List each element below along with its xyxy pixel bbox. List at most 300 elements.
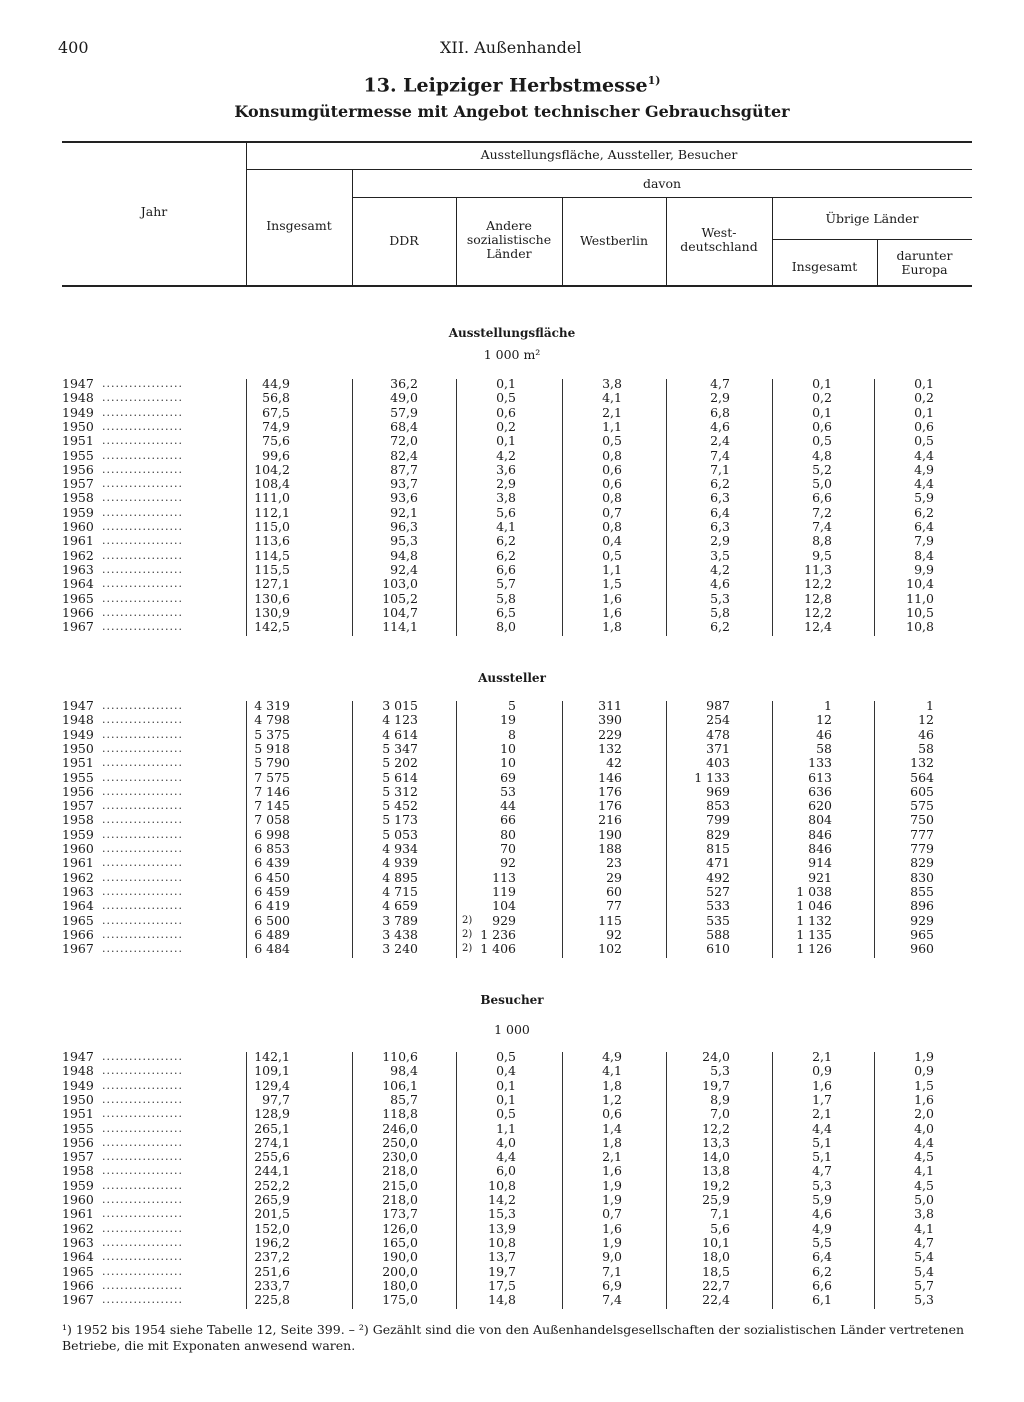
table-cell: 929 bbox=[910, 912, 934, 928]
table-cell: 2,1 bbox=[812, 1049, 832, 1064]
table-cell: 251,6 bbox=[254, 1263, 290, 1279]
table-cell: 5 bbox=[508, 698, 516, 713]
table-cell: 4 939 bbox=[382, 855, 418, 871]
table-row bbox=[62, 520, 972, 534]
table-cell: 7,4 bbox=[812, 519, 832, 534]
table-cell: 6 489 bbox=[254, 926, 290, 942]
col-andere-l1: Andere bbox=[486, 218, 532, 233]
table-row bbox=[62, 491, 972, 505]
section-title: Besucher bbox=[480, 993, 544, 1007]
table-cell: 133 bbox=[808, 755, 832, 771]
table-cell: 80 bbox=[500, 826, 516, 842]
table-cell: 896 bbox=[910, 898, 934, 914]
table-cell: 132 bbox=[598, 740, 622, 756]
row-year: 1948 bbox=[62, 712, 94, 728]
table-cell: 12,2 bbox=[702, 1120, 730, 1136]
table-row bbox=[62, 1179, 972, 1193]
table-cell: 1,8 bbox=[602, 1134, 622, 1150]
table-row bbox=[62, 620, 972, 634]
table-row bbox=[62, 914, 972, 928]
table-cell: 4,7 bbox=[914, 1234, 934, 1250]
table-cell: 5,4 bbox=[914, 1249, 934, 1265]
table-cell: 113 bbox=[492, 869, 516, 885]
table-row bbox=[62, 713, 972, 727]
table-cell: 114,5 bbox=[254, 547, 290, 563]
table-row bbox=[62, 899, 972, 913]
row-year: 1965 bbox=[62, 1263, 94, 1279]
row-year: 1948 bbox=[62, 1063, 94, 1079]
table-cell: 7 058 bbox=[254, 812, 290, 828]
table-cell: 1 bbox=[926, 698, 934, 713]
table-cell: 5,3 bbox=[914, 1292, 934, 1308]
table-cell: 8,9 bbox=[710, 1091, 730, 1107]
table-cell: 237,2 bbox=[254, 1249, 290, 1265]
table-cell: 104,2 bbox=[254, 461, 290, 477]
table-row bbox=[62, 856, 972, 870]
leader-dots: .................. bbox=[102, 477, 183, 491]
table-cell: 471 bbox=[706, 855, 730, 871]
table-cell: 4,2 bbox=[710, 561, 730, 577]
col-jahr: Jahr bbox=[140, 204, 168, 219]
table-cell: 250,0 bbox=[382, 1134, 418, 1150]
table-cell: 4,9 bbox=[914, 461, 934, 477]
table-cell: 855 bbox=[910, 883, 934, 899]
table-cell: 575 bbox=[910, 798, 934, 814]
table-cell: 779 bbox=[910, 841, 934, 856]
table-cell: 274,1 bbox=[254, 1134, 290, 1150]
row-year: 1967 bbox=[62, 941, 94, 957]
row-year: 1963 bbox=[62, 883, 94, 899]
table-cell: 7 146 bbox=[254, 783, 290, 799]
table-cell: 7,1 bbox=[602, 1263, 622, 1279]
table-cell: 173,7 bbox=[382, 1206, 418, 1222]
table-cell: 610 bbox=[706, 941, 730, 957]
table-subtitle: Konsumgütermesse mit Angebot technischer Gebrauchsgüter bbox=[234, 102, 790, 121]
table-cell: 0,6 bbox=[602, 476, 622, 492]
leader-dots: .................. bbox=[102, 1293, 183, 1307]
leader-dots: .................. bbox=[102, 699, 183, 712]
table-cell: 1 133 bbox=[694, 769, 730, 785]
table-cell: 6,4 bbox=[710, 504, 730, 520]
table-cell: 987 bbox=[706, 698, 730, 713]
leader-dots: .................. bbox=[102, 927, 183, 941]
table-cell: 53 bbox=[500, 783, 516, 799]
table-cell: 56,8 bbox=[262, 390, 290, 406]
leader-dots: .................. bbox=[102, 491, 183, 505]
leader-dots: .................. bbox=[102, 1107, 183, 1121]
table-cell: 2,1 bbox=[812, 1106, 832, 1122]
table-cell: 311 bbox=[598, 698, 622, 713]
leader-dots: .................. bbox=[102, 405, 183, 419]
table-cell: 94,8 bbox=[390, 547, 418, 563]
table-cell: 1,1 bbox=[496, 1120, 516, 1136]
table-cell: 176 bbox=[598, 783, 622, 799]
table-cell: 4,1 bbox=[496, 519, 516, 534]
row-year: 1967 bbox=[62, 619, 94, 635]
table-cell: 265,1 bbox=[254, 1120, 290, 1136]
header-rule-davon bbox=[352, 197, 972, 198]
table-cell: 102 bbox=[598, 941, 622, 957]
leader-dots: .................. bbox=[102, 741, 183, 755]
table-cell: 12 bbox=[816, 712, 832, 728]
table-cell: 0,5 bbox=[914, 433, 934, 449]
table-cell: 0,5 bbox=[496, 390, 516, 406]
table-cell: 777 bbox=[910, 826, 934, 842]
table-cell: 1 132 bbox=[796, 912, 832, 928]
table-row bbox=[62, 506, 972, 520]
table-cell: 0,6 bbox=[602, 1106, 622, 1122]
table-cell: 5,2 bbox=[812, 461, 832, 477]
table-cell: 4 614 bbox=[382, 726, 418, 742]
table-cell: 1,9 bbox=[602, 1234, 622, 1250]
table-cell: 4,9 bbox=[812, 1220, 832, 1236]
table-cell: 58 bbox=[816, 740, 832, 756]
table-cell: 6,5 bbox=[496, 604, 516, 620]
col-westberlin: Westberlin bbox=[579, 233, 649, 248]
row-year: 1957 bbox=[62, 798, 94, 814]
table-cell: 93,7 bbox=[390, 476, 418, 492]
row-year: 1955 bbox=[62, 1120, 94, 1136]
table-cell: 215,0 bbox=[382, 1177, 418, 1193]
table-cell: 4,1 bbox=[914, 1220, 934, 1236]
table-row bbox=[62, 549, 972, 563]
table-cell: 70 bbox=[500, 841, 516, 856]
row-year: 1959 bbox=[62, 1177, 94, 1193]
table-cell: 799 bbox=[706, 812, 730, 828]
table-cell: 60 bbox=[606, 883, 622, 899]
col-andere-l2: sozialistische bbox=[466, 232, 552, 247]
table-cell: 0,5 bbox=[602, 547, 622, 563]
table-cell: 1,1 bbox=[602, 418, 622, 434]
table-cell: 44 bbox=[500, 798, 516, 814]
leader-dots: .................. bbox=[102, 505, 183, 519]
table-row bbox=[62, 1265, 972, 1279]
table-cell: 14,2 bbox=[488, 1192, 516, 1207]
table-row bbox=[62, 813, 972, 827]
col-andere bbox=[456, 219, 562, 261]
table-cell: 115 bbox=[598, 912, 622, 928]
table-row bbox=[62, 1079, 972, 1093]
table-cell: 105,2 bbox=[382, 590, 418, 606]
table-cell: 5 452 bbox=[382, 798, 418, 814]
table-cell: 1,6 bbox=[602, 604, 622, 620]
table-cell: 4,4 bbox=[914, 1134, 934, 1150]
table-cell: 6 500 bbox=[254, 912, 290, 928]
table-cell: 176 bbox=[598, 798, 622, 814]
page-number: 400 bbox=[58, 38, 89, 57]
cell-footnote-ref: 2) bbox=[462, 928, 473, 940]
table-cell: 4,6 bbox=[710, 418, 730, 434]
table-cell: 588 bbox=[706, 926, 730, 942]
table-row bbox=[62, 406, 972, 420]
table-cell: 12,4 bbox=[804, 619, 832, 635]
table-row bbox=[62, 563, 972, 577]
leader-dots: .................. bbox=[102, 942, 183, 956]
table-cell: 3,6 bbox=[496, 461, 516, 477]
table-cell: 36,2 bbox=[390, 376, 418, 391]
leader-dots: .................. bbox=[102, 448, 183, 462]
table-cell: 4,0 bbox=[496, 1134, 516, 1150]
table-cell: 58 bbox=[918, 740, 934, 756]
table-row bbox=[62, 1236, 972, 1250]
table-cell: 6,4 bbox=[812, 1249, 832, 1265]
section-block bbox=[62, 1050, 972, 1310]
table-cell: 6,4 bbox=[914, 519, 934, 534]
table-cell: 5 202 bbox=[382, 755, 418, 771]
table-cell: 103,0 bbox=[382, 576, 418, 592]
leader-dots: .................. bbox=[102, 377, 183, 390]
leader-dots: .................. bbox=[102, 799, 183, 813]
leader-dots: .................. bbox=[102, 727, 183, 741]
table-cell: 0,5 bbox=[602, 433, 622, 449]
col-darunter-l1: darunter bbox=[896, 248, 953, 263]
section-block bbox=[62, 699, 972, 959]
table-cell: 0,5 bbox=[496, 1049, 516, 1064]
table-cell: 0,9 bbox=[914, 1063, 934, 1079]
table-cell: 6,2 bbox=[710, 476, 730, 492]
table-cell: 0,6 bbox=[602, 461, 622, 477]
row-year: 1960 bbox=[62, 841, 94, 856]
table-cell: 4,5 bbox=[914, 1177, 934, 1193]
table-row bbox=[62, 799, 972, 813]
table-row bbox=[62, 1279, 972, 1293]
leader-dots: .................. bbox=[102, 1150, 183, 1164]
table-cell: 1,9 bbox=[914, 1049, 934, 1064]
table-cell: 9,0 bbox=[602, 1249, 622, 1265]
table-cell: 2,9 bbox=[496, 476, 516, 492]
leader-dots: .................. bbox=[102, 1264, 183, 1278]
table-cell: 112,1 bbox=[254, 504, 290, 520]
table-cell: 5 347 bbox=[382, 740, 418, 756]
table-cell: 6,6 bbox=[496, 561, 516, 577]
leader-dots: .................. bbox=[102, 1235, 183, 1249]
row-year: 1956 bbox=[62, 1134, 94, 1150]
table-cell: 6,6 bbox=[812, 490, 832, 506]
chapter-heading: XII. Außenhandel bbox=[440, 38, 582, 57]
table-cell: 815 bbox=[706, 841, 730, 856]
leader-dots: .................. bbox=[102, 1121, 183, 1135]
table-cell: 960 bbox=[910, 941, 934, 957]
table-cell: 246,0 bbox=[382, 1120, 418, 1136]
table-cell: 492 bbox=[706, 869, 730, 885]
table-row bbox=[62, 771, 972, 785]
leader-dots: .................. bbox=[102, 462, 183, 476]
table-cell: 115,5 bbox=[254, 561, 290, 577]
table-cell: 0,6 bbox=[812, 418, 832, 434]
leader-dots: .................. bbox=[102, 884, 183, 898]
table-row bbox=[62, 1164, 972, 1178]
table-cell: 126,0 bbox=[382, 1220, 418, 1236]
table-cell: 5 053 bbox=[382, 826, 418, 842]
table-cell: 2,1 bbox=[602, 1149, 622, 1165]
table-cell: 108,4 bbox=[254, 476, 290, 492]
leader-dots: .................. bbox=[102, 534, 183, 548]
table-cell: 254 bbox=[706, 712, 730, 728]
table-cell: 6,1 bbox=[812, 1292, 832, 1308]
table-cell: 22,7 bbox=[702, 1277, 730, 1293]
table-cell: 5 375 bbox=[254, 726, 290, 742]
table-cell: 5,8 bbox=[710, 604, 730, 620]
leader-dots: .................. bbox=[102, 856, 183, 870]
table-cell: 1 135 bbox=[796, 926, 832, 942]
table-cell: 527 bbox=[706, 883, 730, 899]
table-cell: 216 bbox=[598, 812, 622, 828]
table-cell: 110,6 bbox=[382, 1049, 418, 1064]
table-cell: 4,5 bbox=[914, 1149, 934, 1165]
table-cell: 5,4 bbox=[914, 1263, 934, 1279]
table-cell: 4,1 bbox=[914, 1163, 934, 1179]
table-cell: 9,5 bbox=[812, 547, 832, 563]
table-cell: 564 bbox=[910, 769, 934, 785]
table-cell: 0,8 bbox=[602, 490, 622, 506]
table-cell: 4 798 bbox=[254, 712, 290, 728]
table-cell: 7,1 bbox=[710, 1206, 730, 1222]
row-year: 1947 bbox=[62, 1049, 94, 1064]
leader-dots: .................. bbox=[102, 827, 183, 841]
table-title-text: 13. Leipziger Herbstmesse bbox=[363, 74, 648, 97]
table-cell: 4 895 bbox=[382, 869, 418, 885]
row-year: 1951 bbox=[62, 433, 94, 449]
row-year: 1962 bbox=[62, 547, 94, 563]
table-cell: 4,6 bbox=[710, 576, 730, 592]
row-year: 1950 bbox=[62, 418, 94, 434]
table-cell: 1,8 bbox=[602, 619, 622, 635]
col-insgesamt: Insgesamt bbox=[266, 218, 332, 233]
table-cell: 0,1 bbox=[914, 404, 934, 420]
table-cell: 18,0 bbox=[702, 1249, 730, 1265]
table-row bbox=[62, 1107, 972, 1121]
table-cell: 4,9 bbox=[602, 1049, 622, 1064]
table-cell: 5 918 bbox=[254, 740, 290, 756]
table-cell: 0,8 bbox=[602, 447, 622, 463]
table-cell: 5,3 bbox=[812, 1177, 832, 1193]
table-cell: 25,9 bbox=[702, 1192, 730, 1207]
table-row bbox=[62, 577, 972, 591]
table-cell: 0,1 bbox=[812, 404, 832, 420]
table-cell: 132 bbox=[910, 755, 934, 771]
leader-dots: .................. bbox=[102, 434, 183, 448]
table-cell: 92,1 bbox=[390, 504, 418, 520]
table-cell: 7,9 bbox=[914, 533, 934, 549]
table-cell: 19,7 bbox=[702, 1077, 730, 1093]
row-year: 1961 bbox=[62, 1206, 94, 1222]
leader-dots: .................. bbox=[102, 756, 183, 770]
table-row bbox=[62, 477, 972, 491]
table-cell: 57,9 bbox=[390, 404, 418, 420]
table-cell: 24,0 bbox=[702, 1049, 730, 1064]
table-cell: 1,6 bbox=[602, 1220, 622, 1236]
table-cell: 0,5 bbox=[496, 1106, 516, 1122]
table-cell: 115,0 bbox=[254, 519, 290, 534]
table-row bbox=[62, 1293, 972, 1307]
table-cell: 5,0 bbox=[812, 476, 832, 492]
row-year: 1960 bbox=[62, 1192, 94, 1207]
table-cell: 165,0 bbox=[382, 1234, 418, 1250]
table-cell: 23 bbox=[606, 855, 622, 871]
table-cell: 11,0 bbox=[906, 590, 934, 606]
table-cell: 10,5 bbox=[906, 604, 934, 620]
table-row bbox=[62, 1093, 972, 1107]
col-westdeutschland-l1: West- bbox=[701, 225, 737, 240]
table-cell: 111,0 bbox=[254, 490, 290, 506]
table-cell: 853 bbox=[706, 798, 730, 814]
header-top-rule bbox=[62, 141, 972, 143]
table-cell: 0,8 bbox=[602, 519, 622, 534]
table-cell: 7,4 bbox=[602, 1292, 622, 1308]
table-cell: 6,2 bbox=[710, 619, 730, 635]
table-cell: 6,8 bbox=[710, 404, 730, 420]
leader-dots: .................. bbox=[102, 1092, 183, 1106]
table-row bbox=[62, 885, 972, 899]
table-cell: 6,2 bbox=[496, 547, 516, 563]
table-cell: 12,8 bbox=[804, 590, 832, 606]
table-cell: 371 bbox=[706, 740, 730, 756]
table-cell: 2,9 bbox=[710, 390, 730, 406]
table-cell: 190,0 bbox=[382, 1249, 418, 1265]
table-cell: 8,8 bbox=[812, 533, 832, 549]
table-row bbox=[62, 828, 972, 842]
table-cell: 17,5 bbox=[488, 1277, 516, 1293]
table-cell: 10,1 bbox=[702, 1234, 730, 1250]
table-cell: 130,9 bbox=[254, 604, 290, 620]
table-cell: 19 bbox=[500, 712, 516, 728]
row-year: 1957 bbox=[62, 1149, 94, 1165]
table-cell: 0,1 bbox=[496, 1091, 516, 1107]
row-year: 1963 bbox=[62, 561, 94, 577]
table-cell: 4,6 bbox=[812, 1206, 832, 1222]
table-cell: 0,1 bbox=[496, 1077, 516, 1093]
table-cell: 128,9 bbox=[254, 1106, 290, 1122]
table-cell: 152,0 bbox=[254, 1220, 290, 1236]
table-cell: 6,3 bbox=[710, 519, 730, 534]
table-cell: 4,0 bbox=[914, 1120, 934, 1136]
table-cell: 5,9 bbox=[914, 490, 934, 506]
leader-dots: .................. bbox=[102, 713, 183, 727]
table-cell: 142,5 bbox=[254, 619, 290, 635]
row-year: 1950 bbox=[62, 740, 94, 756]
table-cell: 4,1 bbox=[602, 1063, 622, 1079]
table-cell: 10,4 bbox=[906, 576, 934, 592]
table-row bbox=[62, 756, 972, 770]
row-year: 1964 bbox=[62, 576, 94, 592]
row-year: 1959 bbox=[62, 504, 94, 520]
table-cell: 5,3 bbox=[710, 590, 730, 606]
cell-footnote-ref: 2) bbox=[462, 943, 473, 955]
table-cell: 620 bbox=[808, 798, 832, 814]
table-cell: 829 bbox=[706, 826, 730, 842]
table-cell: 92 bbox=[606, 926, 622, 942]
row-year: 1957 bbox=[62, 476, 94, 492]
table-cell: 5,0 bbox=[914, 1192, 934, 1207]
row-year: 1949 bbox=[62, 726, 94, 742]
table-cell: 98,4 bbox=[390, 1063, 418, 1079]
table-cell: 14,8 bbox=[488, 1292, 516, 1308]
table-cell: 12,2 bbox=[804, 604, 832, 620]
row-year: 1956 bbox=[62, 783, 94, 799]
table-cell: 4,4 bbox=[914, 447, 934, 463]
table-cell: 95,3 bbox=[390, 533, 418, 549]
table-cell: 13,3 bbox=[702, 1134, 730, 1150]
table-row bbox=[62, 592, 972, 606]
table-cell: 1 236 bbox=[480, 926, 516, 942]
col-davon: davon bbox=[642, 176, 682, 191]
table-cell: 15,3 bbox=[488, 1206, 516, 1222]
table-cell: 87,7 bbox=[390, 461, 418, 477]
table-cell: 4,2 bbox=[496, 447, 516, 463]
table-cell: 29 bbox=[606, 869, 622, 885]
leader-dots: .................. bbox=[102, 605, 183, 619]
header-rule-group bbox=[246, 169, 972, 170]
